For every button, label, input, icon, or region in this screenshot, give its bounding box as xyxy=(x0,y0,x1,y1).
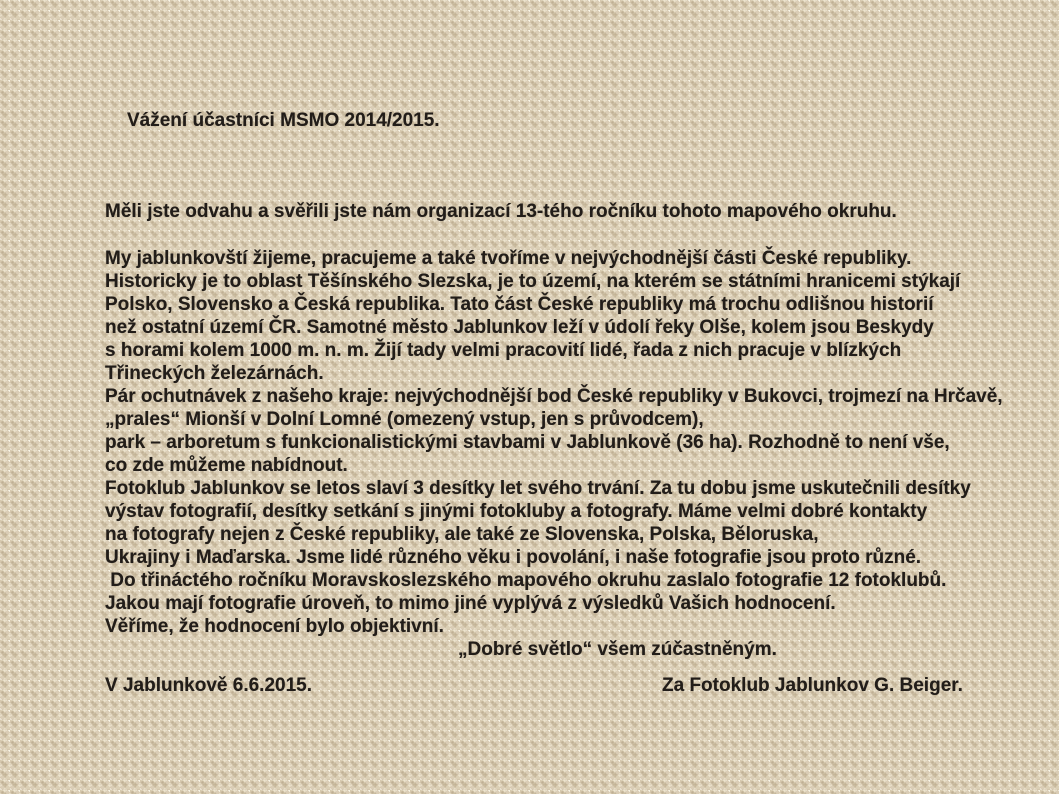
letter-salutation: Vážení účastníci MSMO 2014/2015. xyxy=(127,110,440,131)
letter-date-place: V Jablunkově 6.6.2015. xyxy=(105,675,313,696)
body-line: na fotografy nejen z České republiky, ale také ze Slovenska, Polska, Běloruska, xyxy=(105,524,819,545)
letter-intro-line: Měli jste odvahu a svěřili jste nám organizací 13-tého ročníku tohoto mapového okruhu. xyxy=(105,201,897,222)
body-line: s horami kolem 1000 m. n. m. Žijí tady velmi pracovití lidé, řada z nich pracuje v blízkých xyxy=(105,340,902,361)
body-line: Ukrajiny i Maďarska. Jsme lidé různého věku i povolání, i naše fotografie jsou proto různé. xyxy=(105,547,922,568)
body-line: Třineckých železárnách. xyxy=(105,363,324,384)
letter-closing: „Dobré světlo“ všem zúčastněným. xyxy=(458,639,777,660)
body-line: Fotoklub Jablunkov se letos slaví 3 desítky let svého trvání. Za tu dobu jsme uskutečnili desítky xyxy=(105,478,971,499)
body-line: výstav fotografií, desítky setkání s jinými fotokluby a fotografy. Máme velmi dobré kontakty xyxy=(105,501,928,522)
body-line: Jakou mají fotografie úroveň, to mimo jiné vyplývá z výsledků Vašich hodnocení. xyxy=(105,593,836,614)
body-line: co zde můžeme nabídnout. xyxy=(105,455,348,476)
body-line: než ostatní území ČR. Samotné město Jablunkov leží v údolí řeky Olše, kolem jsou Beskydy xyxy=(105,317,934,338)
letter-signature: Za Fotoklub Jablunkov G. Beiger. xyxy=(662,675,963,696)
body-line: park – arboretum s funkcionalistickými stavbami v Jablunkově (36 ha). Rozhodně to není vše, xyxy=(105,432,950,453)
body-line: Pár ochutnávek z našeho kraje: nejvýchodnější bod České republiky v Bukovci, trojmezí na Hrčavě, xyxy=(105,386,1003,407)
body-line: Do třináctého ročníku Moravskoslezského mapového okruhu zaslalo fotografie 12 fotoklubů. xyxy=(105,570,947,591)
letter-body xyxy=(105,247,1003,661)
body-line: Historicky je to oblast Těšínského Slezska, je to území, na kterém se státními hranicemi stýkají xyxy=(105,271,961,292)
body-line: „prales“ Mionší v Dolní Lomné (omezený vstup, jen s průvodcem), xyxy=(105,409,704,430)
body-line: My jablunkovští žijeme, pracujeme a také tvoříme v nejvýchodnější části České republiky. xyxy=(105,248,912,269)
letter-footer xyxy=(0,675,1059,698)
body-line: Věříme, že hodnocení bylo objektivní. xyxy=(105,616,444,637)
body-line: Polsko, Slovensko a Česká republika. Tato část České republiky má trochu odlišnou historií xyxy=(105,294,934,315)
